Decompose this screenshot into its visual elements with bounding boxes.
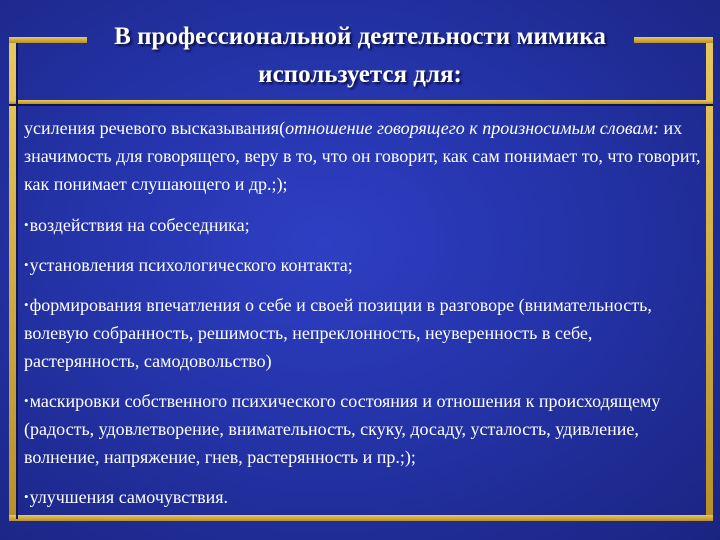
item-text: установления психологического контакта; [29,255,353,275]
item-text: воздействия на собеседника; [29,215,250,235]
list-item [24,483,704,511]
item-text: улучшения самочувствия. [29,487,229,507]
list-item [24,387,704,471]
item-text: формирования впечатления о себе и своей позиции в разговоре (внимательность, волевую собранность, решимость, непреклонность, неуверенность в себе, растерянность, самодовольство) [24,295,652,371]
slide-content [24,114,704,523]
item-italic-text: отношение говорящего к произносимым словам: [285,118,660,138]
list-item [24,291,704,375]
frame-shadow-left [16,43,18,519]
list-item [24,251,704,279]
item-text: их значимость для говорящего, веру в то, что он говорит, как сам понимает то, что говорит, как понимает слушающего и др.;); [24,118,701,194]
list-item [24,114,704,198]
frame-left-bar [9,37,16,519]
frame-top-left-bar [9,37,87,43]
bullet-icon: • [24,257,29,272]
item-text: усиления речевого высказывания( [24,118,286,138]
bullet-icon: • [24,489,29,504]
list-item [24,211,704,239]
bullet-icon: • [24,217,29,232]
frame-shadow-mid [9,104,713,106]
item-text: маскировки собственного психического состояния и отношения к происходящему (радость, удовлетворение, внимательность, скуку, досаду, усталость, удивление, волнение, напряжение, гнев, растерянность и пр.;); [24,391,661,467]
bullet-icon: • [24,393,29,408]
frame-top-right-bar [634,37,713,43]
bullet-icon: • [24,297,29,312]
frame-right-bar [706,37,713,519]
slide-title: В профессиональной деятельности мимика используется для: [114,23,606,88]
